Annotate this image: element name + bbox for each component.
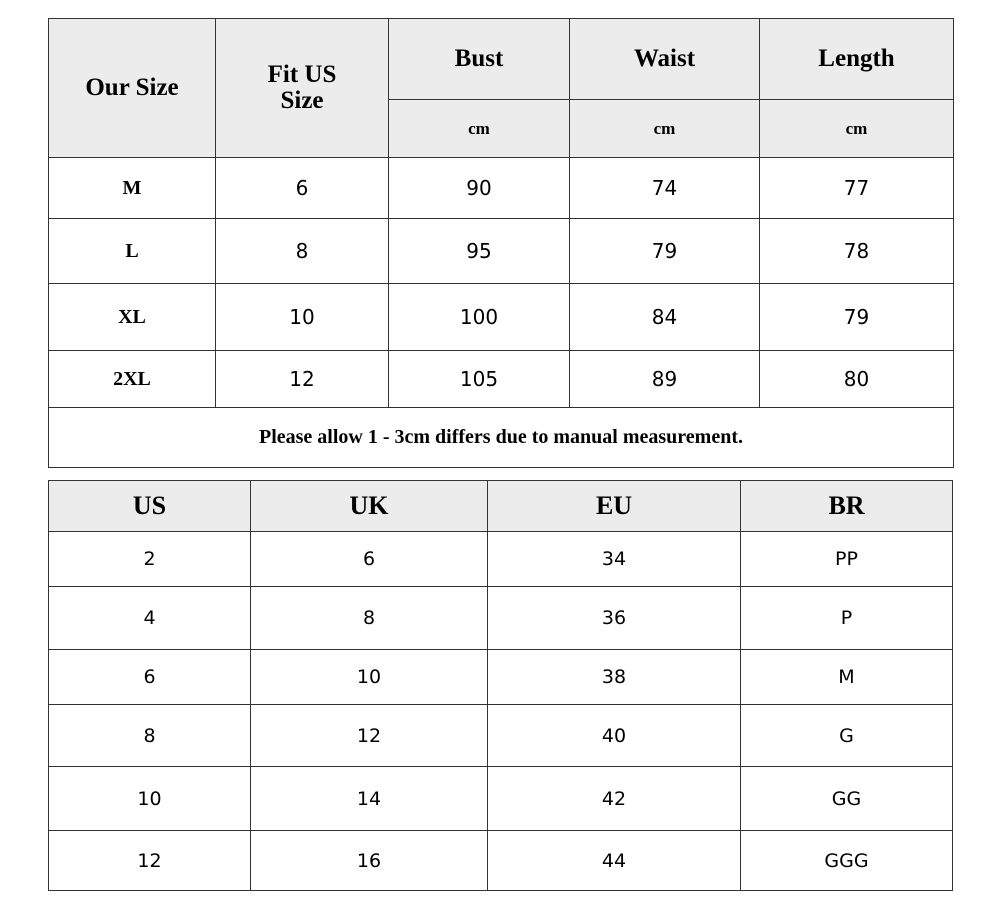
br-cell: M [741,650,953,705]
us-cell: 2 [49,532,251,587]
table-row [49,705,953,767]
table-row [49,284,954,351]
uk-cell: 12 [251,705,488,767]
uk-cell: 6 [251,532,488,587]
fit-us-cell: 8 [216,219,389,284]
table-row [49,351,954,408]
bust-cell: 90 [389,158,570,219]
waist-unit: cm [570,100,760,158]
eu-cell: 34 [488,532,741,587]
waist-cell: 89 [570,351,760,408]
br-cell: PP [741,532,953,587]
uk-cell: 10 [251,650,488,705]
length-cell: 77 [760,158,954,219]
length-cell: 80 [760,351,954,408]
measurement-note: Please allow 1 - 3cm differs due to manual measurement. [49,408,954,468]
br-cell: GGG [741,831,953,891]
us-cell: 6 [49,650,251,705]
header-fit-us-size [216,19,389,158]
us-cell: 10 [49,767,251,831]
header-length: Length [760,19,954,100]
length-unit: cm [760,100,954,158]
bust-cell: 105 [389,351,570,408]
table-row [49,650,953,705]
header-us: US [49,481,251,532]
waist-cell: 79 [570,219,760,284]
eu-cell: 44 [488,831,741,891]
fit-us-cell: 12 [216,351,389,408]
waist-cell: 84 [570,284,760,351]
us-cell: 4 [49,587,251,650]
table-row [49,767,953,831]
table-row [49,219,954,284]
eu-cell: 42 [488,767,741,831]
header-waist: Waist [570,19,760,100]
length-cell: 78 [760,219,954,284]
waist-cell: 74 [570,158,760,219]
us-cell: 12 [49,831,251,891]
us-cell: 8 [49,705,251,767]
header-br: BR [741,481,953,532]
header-eu: EU [488,481,741,532]
our-size-cell: M [49,158,216,219]
header-our-size: Our Size [49,19,216,158]
our-size-cell: XL [49,284,216,351]
eu-cell: 40 [488,705,741,767]
uk-cell: 16 [251,831,488,891]
size-conversion-table [48,480,953,891]
header-fit-us-size-label: Fit US Size [267,61,337,114]
header-bust: Bust [389,19,570,100]
length-cell: 79 [760,284,954,351]
uk-cell: 8 [251,587,488,650]
br-cell: GG [741,767,953,831]
bust-cell: 95 [389,219,570,284]
header-uk: UK [251,481,488,532]
our-size-cell: 2XL [49,351,216,408]
size-chart-table [48,18,954,468]
table-row [49,158,954,219]
table-row [49,532,953,587]
br-cell: G [741,705,953,767]
table-row [49,587,953,650]
bust-unit: cm [389,100,570,158]
fit-us-cell: 6 [216,158,389,219]
br-cell: P [741,587,953,650]
our-size-cell: L [49,219,216,284]
eu-cell: 36 [488,587,741,650]
fit-us-cell: 10 [216,284,389,351]
eu-cell: 38 [488,650,741,705]
table-row [49,831,953,891]
uk-cell: 14 [251,767,488,831]
bust-cell: 100 [389,284,570,351]
